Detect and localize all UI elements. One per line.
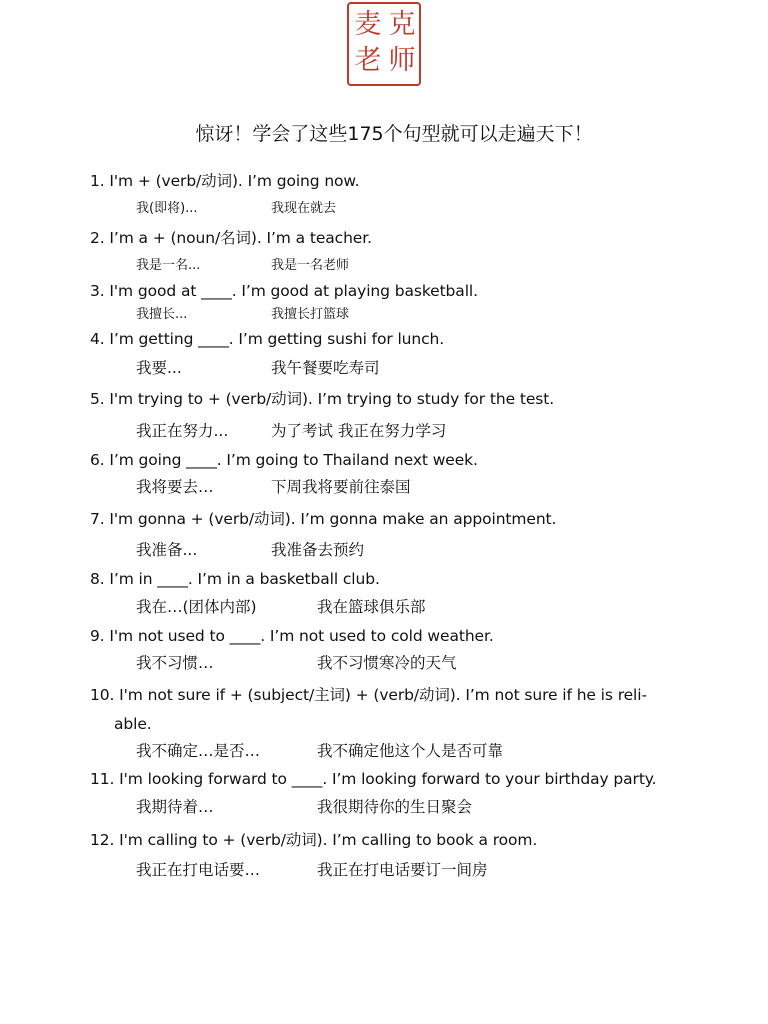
- pattern-meaning-cn: 我是一名...: [136, 258, 201, 273]
- example-translation-cn: 我不确定他这个人是否可靠: [317, 742, 504, 760]
- sentence-pattern-en: 12. I'm calling to + (verb/动词). I’m calling to book a room.: [90, 831, 538, 849]
- example-translation-cn: 为了考试 我正在努力学习: [271, 422, 447, 440]
- sentence-pattern-en-continuation: able.: [114, 715, 152, 733]
- example-translation-cn: 我准备去预约: [271, 541, 365, 559]
- example-translation-cn: 我是一名老师: [271, 258, 350, 273]
- example-translation-cn: 我午餐要吃寿司: [271, 359, 380, 377]
- pattern-meaning-cn: 我准备...: [136, 541, 198, 559]
- pattern-meaning-cn: 我正在努力...: [136, 422, 229, 440]
- example-translation-cn: 我正在打电话要订一间房: [317, 861, 488, 879]
- pattern-meaning-cn: 我不确定…是否…: [136, 742, 261, 760]
- seal-char: 克: [388, 9, 416, 40]
- seal-char: 老: [354, 45, 382, 76]
- sentence-pattern-en: 9. I'm not used to ____. I’m not used to cold weather.: [90, 627, 494, 645]
- pattern-meaning-cn: 我不习惯…: [136, 654, 214, 672]
- pattern-meaning-cn: 我将要去…: [136, 478, 214, 496]
- sentence-pattern-en: 4. I’m getting ____. I’m getting sushi for lunch.: [90, 330, 445, 348]
- example-translation-cn: 我现在就去: [271, 201, 337, 216]
- sentence-pattern-en: 6. I’m going ____. I’m going to Thailand next week.: [90, 451, 478, 469]
- pattern-meaning-cn: 我正在打电话要…: [136, 861, 261, 879]
- sentence-pattern-en: 10. I'm not sure if + (subject/主词) + (verb/动词). I’m not sure if he is reli-: [90, 686, 647, 704]
- page-title: 惊讶！学会了这些175个句型就可以走遍天下！: [195, 123, 593, 145]
- pattern-meaning-cn: 我要...: [136, 359, 182, 377]
- sentence-pattern-en: 3. I'm good at ____. I’m good at playing basketball.: [90, 282, 478, 300]
- example-translation-cn: 我在篮球俱乐部: [317, 598, 426, 616]
- example-translation-cn: 我很期待你的生日聚会: [317, 798, 473, 816]
- sentence-pattern-en: 7. I'm gonna + (verb/动词). I’m gonna make an appointment.: [90, 510, 557, 528]
- pattern-meaning-cn: 我期待着…: [136, 798, 214, 816]
- teacher-seal-stamp: [347, 2, 421, 86]
- sentence-pattern-en: 11. I'm looking forward to ____. I’m looking forward to your birthday party.: [90, 770, 657, 788]
- sentence-pattern-en: 8. I’m in ____. I’m in a basketball club.: [90, 570, 380, 588]
- sentence-pattern-en: 1. I'm + (verb/动词). I’m going now.: [90, 172, 360, 190]
- example-translation-cn: 下周我将要前往泰国: [271, 478, 411, 496]
- example-translation-cn: 我擅长打篮球: [271, 307, 350, 322]
- pattern-meaning-cn: 我擅长...: [136, 307, 188, 322]
- pattern-meaning-cn: 我在…(团体内部): [136, 598, 257, 616]
- seal-char: 师: [388, 45, 416, 76]
- sentence-pattern-en: 5. I'm trying to + (verb/动词). I’m trying to study for the test.: [90, 390, 555, 408]
- sentence-pattern-en: 2. I’m a + (noun/名词). I’m a teacher.: [90, 229, 372, 247]
- pattern-meaning-cn: 我(即将)...: [136, 201, 198, 216]
- example-translation-cn: 我不习惯寒冷的天气: [317, 654, 457, 672]
- seal-char: 麦: [354, 9, 382, 40]
